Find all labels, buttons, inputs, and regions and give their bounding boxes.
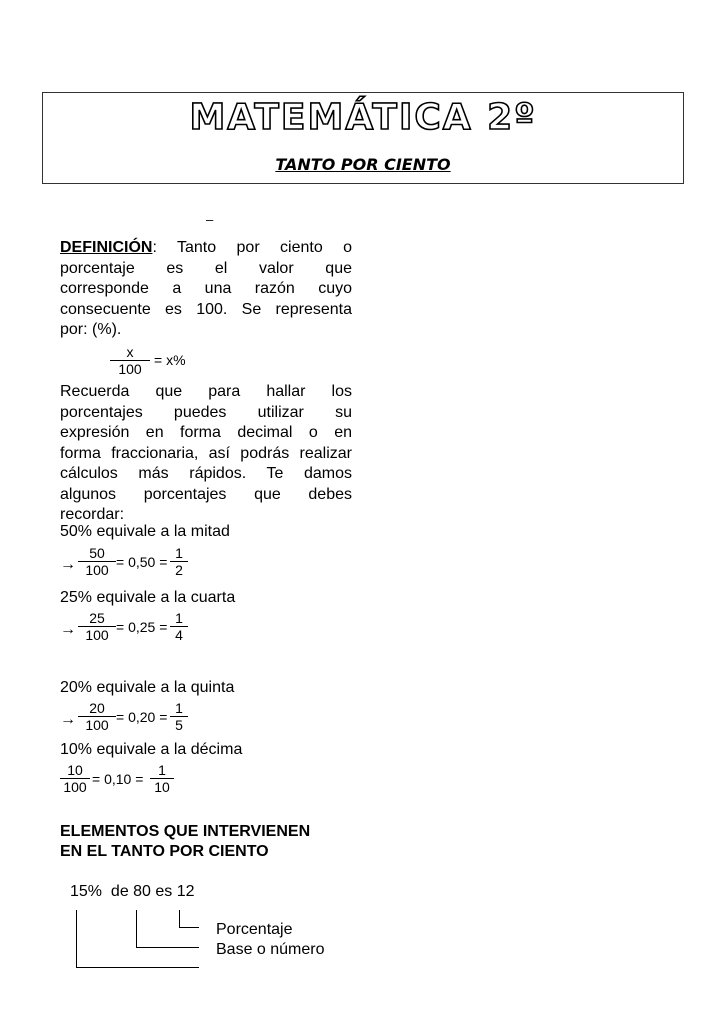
connector-line (136, 947, 199, 948)
percentage-label: 25% equivale a la cuarta (60, 589, 236, 606)
percentage-fraction: $\frac{25}{100}$ (78, 610, 116, 643)
percentage-simple-fraction: $\frac{1}{10}$ (150, 762, 174, 795)
reminder-line: algunos porcentajes que debes (60, 485, 352, 503)
section-heading: ELEMENTOS QUE INTERVIENEN EN EL TANTO POR CIENTO (60, 823, 311, 860)
page-title: MATEMÁTICA 2º (189, 97, 537, 138)
percentage-fraction: $\frac{10}{100}$ (60, 762, 90, 795)
connector-line (136, 910, 137, 947)
reminder-line: expresión en forma decimal o en (60, 424, 352, 441)
label-percent: Porcentaje (216, 921, 293, 938)
reminder-line: porcentajes puedes utilizar su (60, 403, 352, 421)
connector-line (179, 910, 180, 927)
percentage-fraction: $\frac{20}{100}$ (78, 700, 116, 733)
percentage-simple-fraction: $\frac{1}{4}$ (170, 610, 188, 643)
reminder-paragraph (60, 382, 352, 526)
percentage-label: 50% equivale a la mitad (60, 523, 230, 540)
percentage-simple-fraction: $\frac{1}{2}$ (170, 545, 188, 578)
percentage-decimal: = 0,20 = (116, 709, 168, 725)
percentage-decimal: = 0,10 = (92, 771, 144, 787)
definition-line: DEFINICIÓN: Tanto por ciento o (60, 239, 352, 256)
definition-line: por: (%). (60, 321, 122, 338)
percentage-label: 10% equivale a la décima (60, 741, 243, 758)
connector-line (76, 910, 77, 968)
label-base: Base o número (216, 941, 325, 958)
arrow-icon: → (60, 556, 76, 573)
connector-line (76, 967, 199, 968)
definition-label: DEFINICIÓN (60, 239, 153, 256)
connector-line (179, 927, 199, 928)
reminder-line: forma fraccionaria, así podrás realizar (60, 444, 352, 462)
definition-line: porcentaje es el valor que (60, 259, 352, 277)
example-sentence: 15% de 80 es 12 (70, 883, 195, 900)
reminder-line: recordar: (60, 506, 125, 523)
percentage-label: 20% equivale a la quinta (60, 679, 235, 696)
definition-paragraph (60, 238, 352, 341)
definition-line: consecuente es 100. Se representa (60, 300, 352, 318)
reminder-line: Recuerda que para hallar los (60, 383, 352, 400)
percentage-decimal: = 0,25 = (116, 619, 168, 635)
arrow-icon: → (60, 711, 76, 728)
dash-mark: – (206, 212, 214, 227)
header-box (42, 92, 684, 184)
definition-equals: = x% (154, 352, 186, 368)
percentage-fraction: $\frac{50}{100}$ (78, 545, 116, 578)
definition-line: corresponde a una razón cuyo (60, 280, 352, 297)
percentage-decimal: = 0,50 = (116, 554, 168, 570)
page-subtitle: TANTO POR CIENTO (275, 155, 451, 174)
arrow-icon: → (60, 621, 76, 638)
reminder-line: cálculos más rápidos. Te damos (60, 465, 352, 482)
definition-fraction: $\frac{x}{100}$ (110, 344, 150, 377)
percentage-simple-fraction: $\frac{1}{5}$ (170, 700, 188, 733)
